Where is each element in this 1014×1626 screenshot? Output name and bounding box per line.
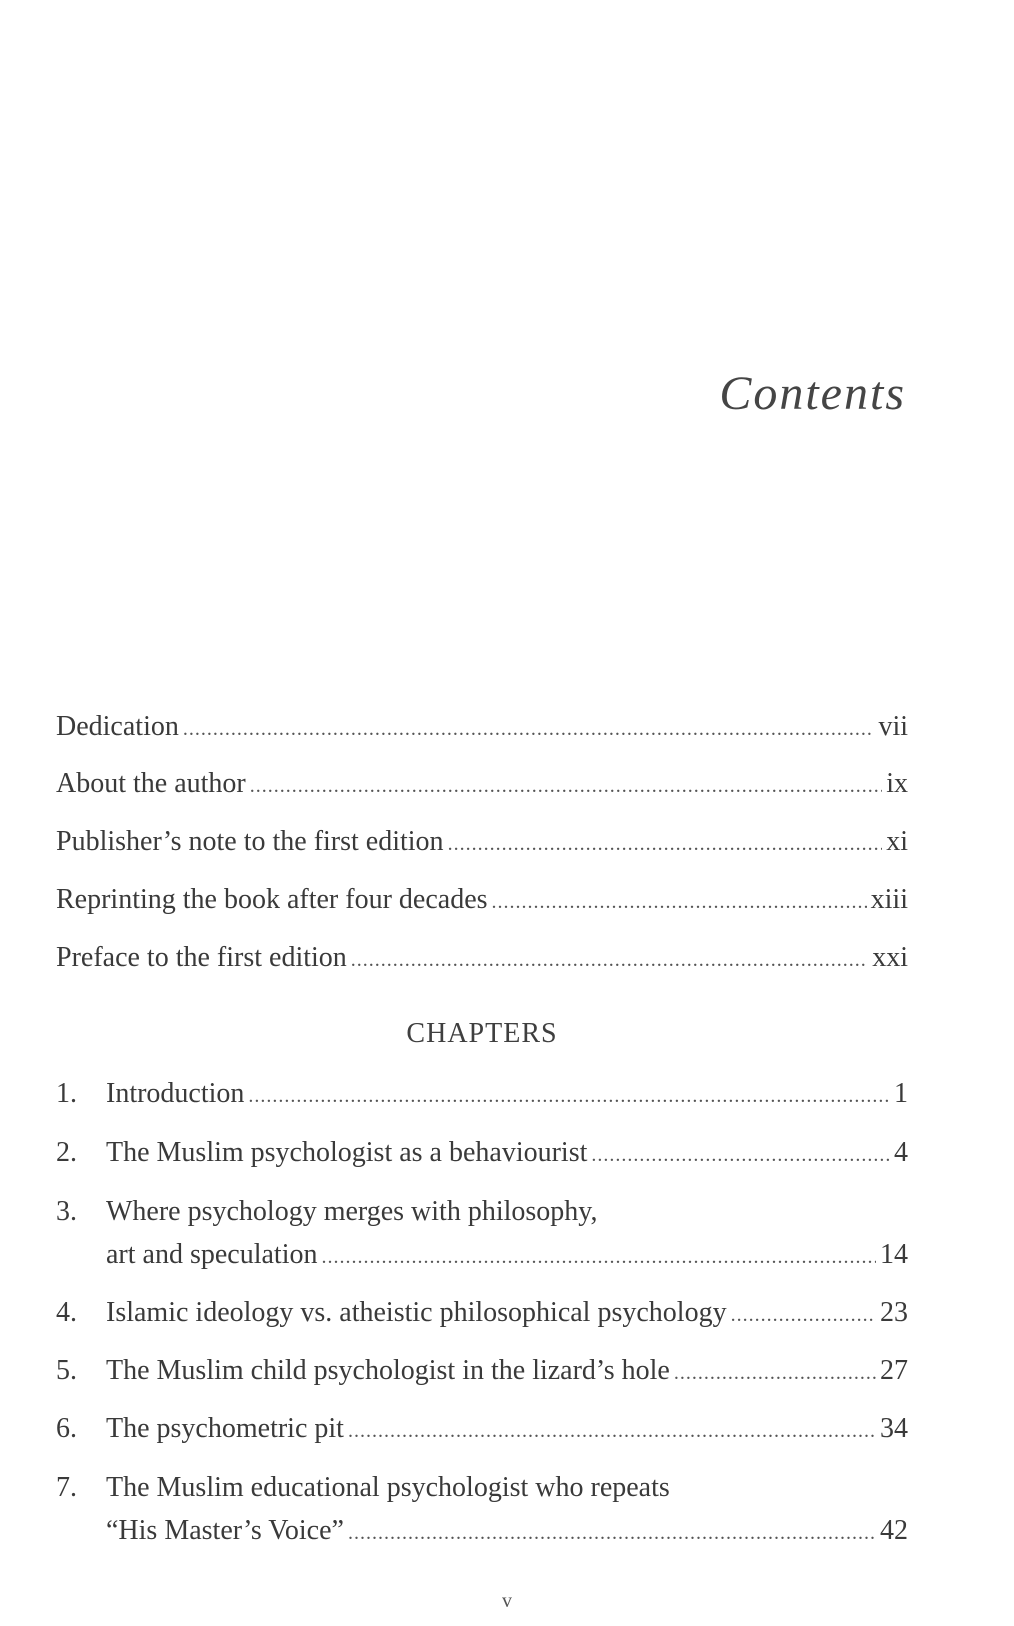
dot-leader — [591, 1138, 890, 1172]
toc-entry-chapter-3[interactable] — [56, 1196, 908, 1274]
dot-leader — [248, 1079, 890, 1113]
toc-entry-dedication[interactable] — [56, 710, 908, 746]
toc-entry-publishers-note[interactable] — [56, 825, 908, 861]
toc-entry-page: 23 — [880, 1297, 908, 1328]
toc-entry-chapter-4[interactable] — [56, 1296, 908, 1332]
chapters-heading: CHAPTERS — [406, 1018, 558, 1049]
toc-entry-label: Introduction — [106, 1078, 245, 1109]
toc-entry-page: xxi — [872, 942, 908, 973]
toc-entry-label: Reprinting the book after four decades — [56, 884, 488, 915]
toc-entry-label: “His Master’s Voice” — [106, 1515, 344, 1546]
dot-leader — [348, 1516, 876, 1550]
toc-entry-page: 4 — [894, 1137, 908, 1168]
chapter-number: 5. — [56, 1355, 77, 1386]
toc-entry-label: About the author — [56, 768, 246, 799]
toc-entry-page: 42 — [880, 1515, 908, 1546]
toc-entry-label: Dedication — [56, 711, 179, 742]
toc-entry-label: Preface to the first edition — [56, 942, 347, 973]
chapter-number: 6. — [56, 1413, 77, 1444]
toc-entry-label: The Muslim child psychologist in the lizard’s hole — [106, 1355, 670, 1386]
toc-entry-page: 27 — [880, 1355, 908, 1386]
toc-entry-label: The Muslim psychologist as a behaviourist — [106, 1137, 588, 1168]
toc-entry-chapter-5[interactable] — [56, 1354, 908, 1390]
toc-entry-page: ix — [886, 768, 908, 799]
toc-entry-label: art and speculation — [106, 1239, 318, 1270]
toc-entry-page: 14 — [880, 1239, 908, 1270]
page-title: Contents — [719, 367, 906, 420]
page-number: v — [502, 1590, 512, 1612]
toc-entry-page: xi — [886, 826, 908, 857]
toc-entry-label: Publisher’s note to the first edition — [56, 826, 444, 857]
chapter-number: 7. — [56, 1472, 77, 1503]
toc-entry-label: Islamic ideology vs. atheistic philosophical psychology — [106, 1297, 727, 1328]
toc-entry-chapter-2[interactable] — [56, 1136, 908, 1172]
toc-entry-about-author[interactable] — [56, 767, 908, 803]
toc-entry-label-line1: The Muslim educational psychologist who repeats — [106, 1472, 670, 1503]
dot-leader — [250, 769, 882, 803]
toc-entry-reprinting[interactable] — [56, 883, 908, 919]
toc-entry-chapter-6[interactable] — [56, 1412, 908, 1448]
toc-entry-preface[interactable] — [56, 941, 908, 977]
chapter-number: 4. — [56, 1297, 77, 1328]
toc-entry-page: 34 — [880, 1413, 908, 1444]
dot-leader — [492, 885, 867, 919]
chapter-number: 1. — [56, 1078, 77, 1109]
dot-leader — [674, 1356, 876, 1390]
chapter-number: 2. — [56, 1137, 77, 1168]
dot-leader — [448, 827, 883, 861]
dot-leader — [351, 943, 868, 977]
toc-entry-page: 1 — [894, 1078, 908, 1109]
chapter-number: 3. — [56, 1196, 77, 1227]
dot-leader — [731, 1298, 876, 1332]
toc-entry-label: The psychometric pit — [106, 1413, 344, 1444]
dot-leader — [348, 1414, 876, 1448]
toc-entry-chapter-7[interactable] — [56, 1472, 908, 1550]
toc-entry-label-line1: Where psychology merges with philosophy, — [106, 1196, 598, 1227]
toc-entry-chapter-1[interactable] — [56, 1077, 908, 1113]
toc-entry-page: xiii — [870, 884, 908, 915]
toc-entry-page: vii — [878, 711, 908, 742]
dot-leader — [183, 712, 875, 746]
dot-leader — [321, 1240, 876, 1274]
